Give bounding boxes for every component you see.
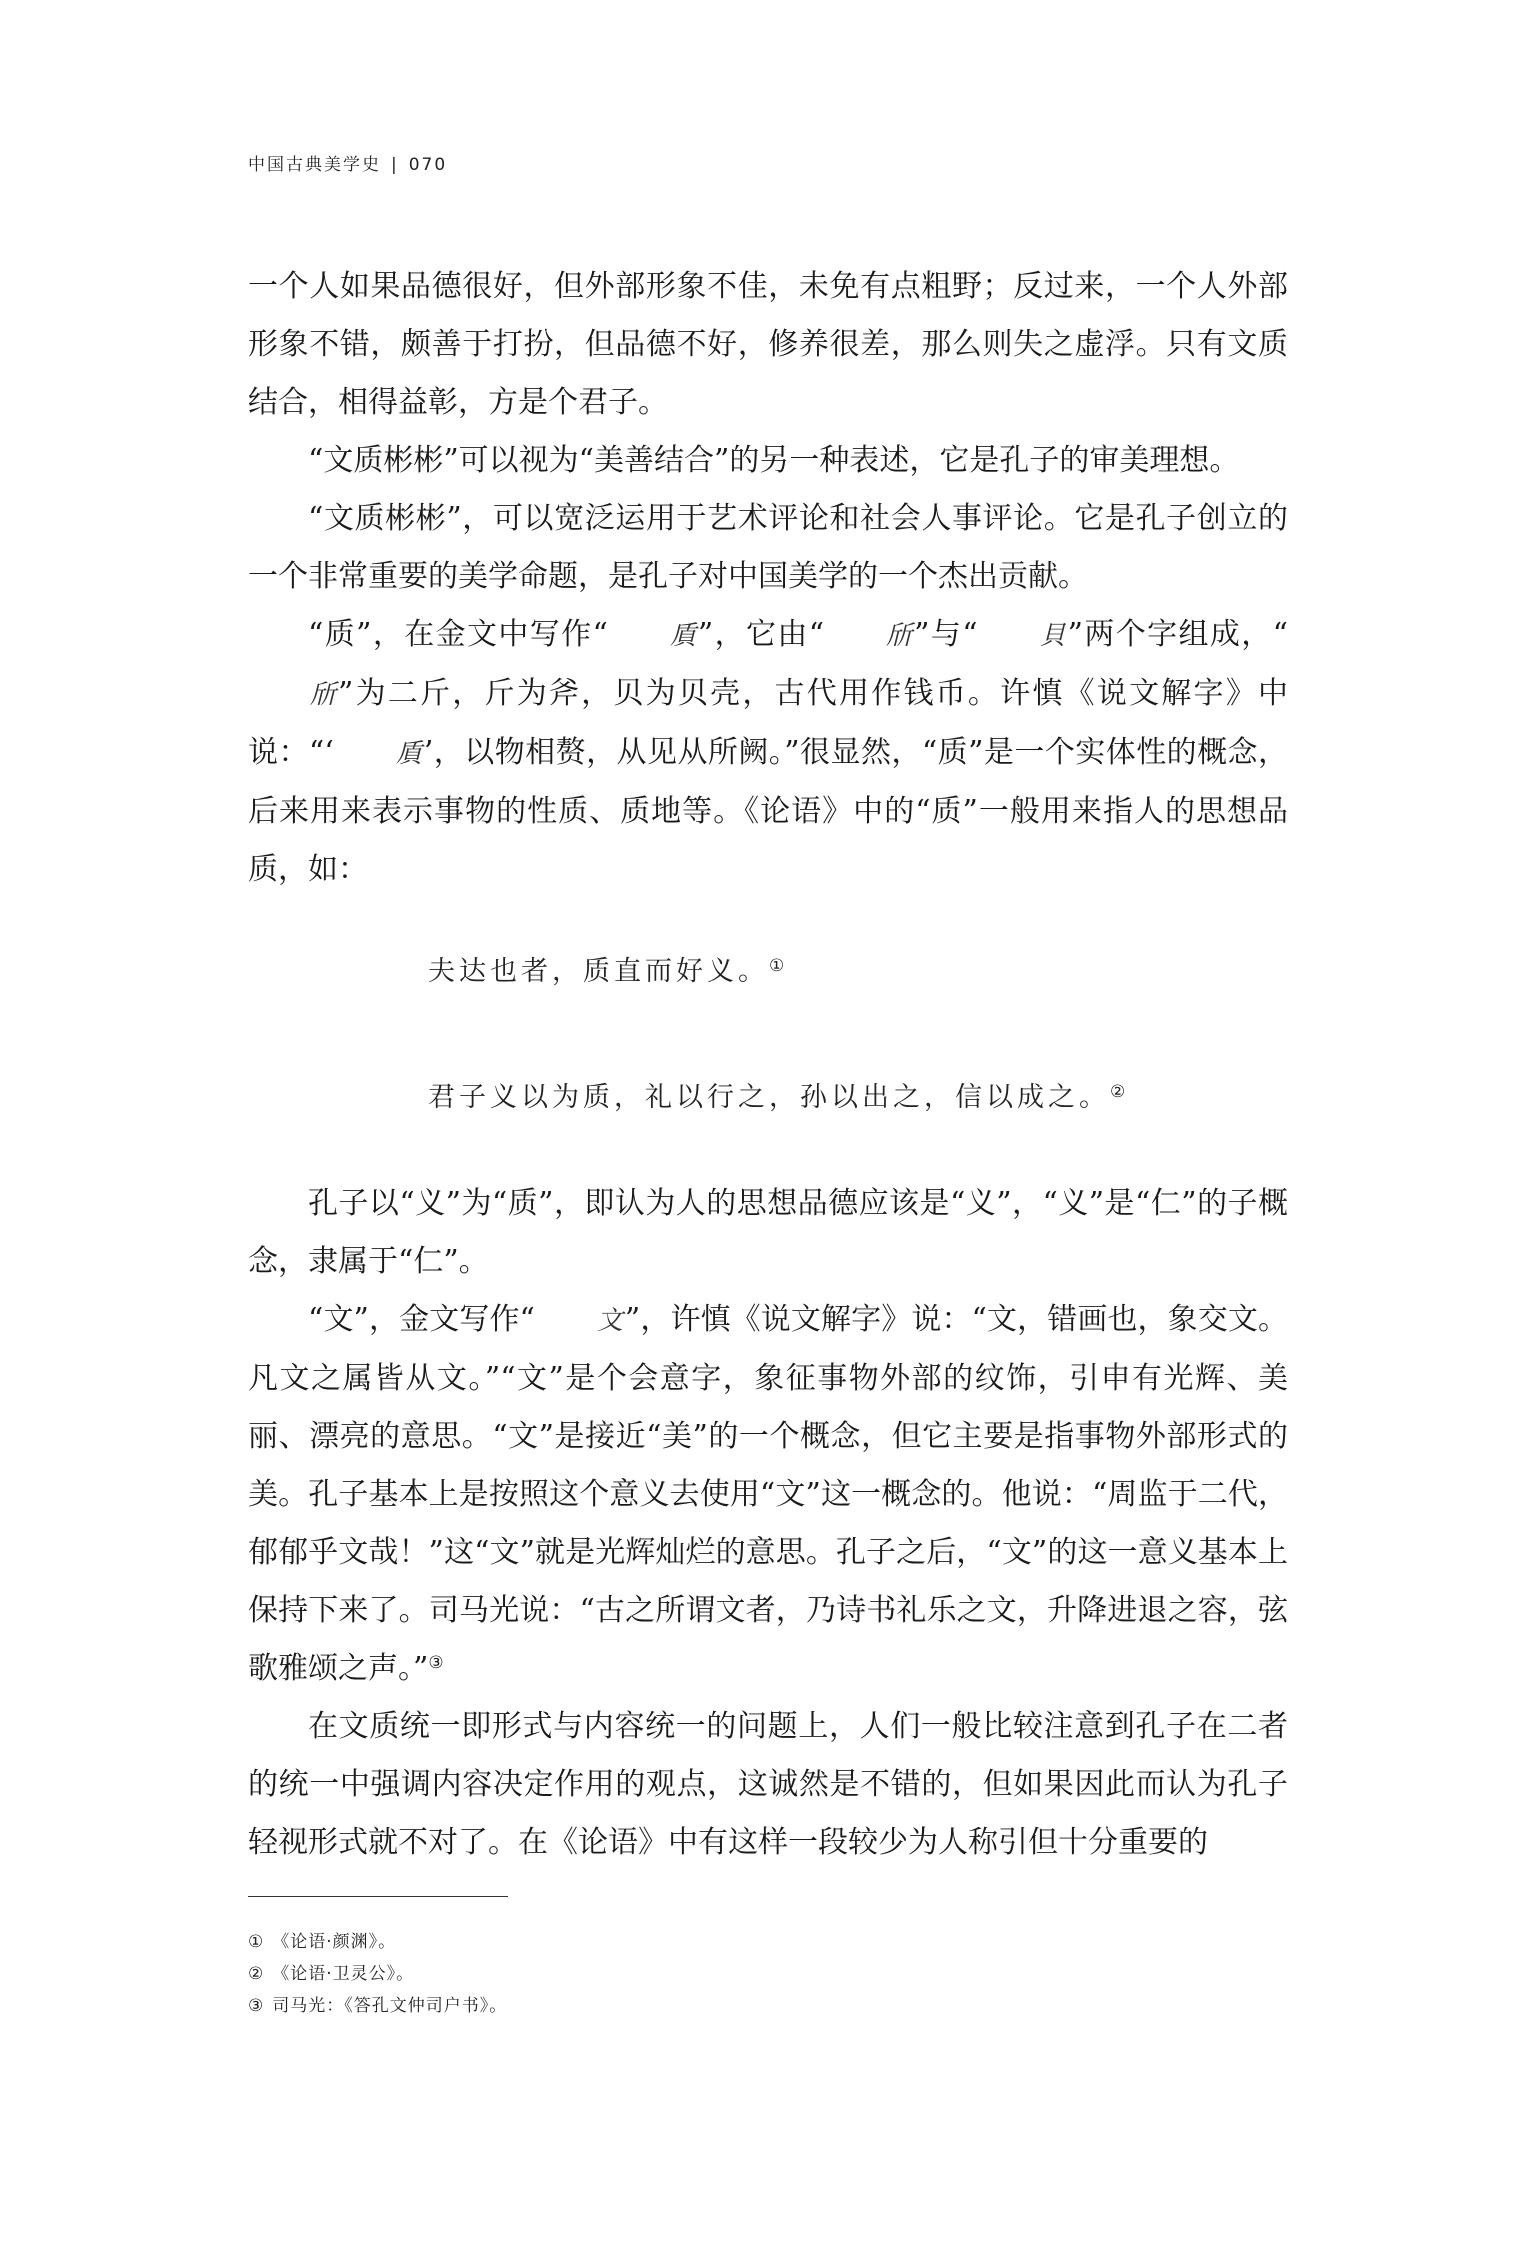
footnotes: [248, 1926, 507, 2022]
paragraph-5: 孔子以“义”为“质”，即认为人的思想品德应该是“义”，“义”是“仁”的子概念，隶属于“仁”。: [248, 1186, 1288, 1279]
footnote-text: 《论语·卫灵公》。: [272, 1964, 415, 1984]
text-run: “质”，在金文中写作“: [308, 617, 608, 652]
footnote-mark: ②: [248, 1964, 265, 1984]
paragraph-3: “文质彬彬”，可以宽泛运用于艺术评论和社会人事评论。它是孔子创立的一个非常重要的美学命题，是孔子对中国美学的一个杰出贡献。: [248, 501, 1288, 594]
bronze-glyph-jin: 斦: [886, 621, 913, 651]
block-quote-2: [248, 1069, 1288, 1127]
footnote-divider: [248, 1896, 508, 1897]
text-run: ”为二斤，斤为斧，贝为贝壳，古代用作钱币。许慎《说文解字》中说：“‘: [248, 676, 1288, 770]
text-run: “文”，金文写作“: [308, 1302, 535, 1337]
paragraph-7: 在文质统一即形式与内容统一的问题上，人们一般比较注意到孔子在二者的统一中强调内容决定作用的观点，这诚然是不错的，但如果因此而认为孔子轻视形式就不对了。在《论语》中有这样一段较少为人称引但十分重要的: [248, 1709, 1288, 1860]
text-run: ’，以物相赘，从见从所阙。”很显然，“质”是一个实体性的概念，后来用来表示事物的性质、质地等。《论语》中的“质”一般用来指人的思想品质，如：: [248, 735, 1289, 887]
header-separator: |: [391, 155, 399, 175]
bronze-glyph-wen: 文: [596, 1306, 623, 1336]
footnote-text: 《论语·颜渊》。: [272, 1932, 397, 1952]
quote-text: 君子义以为质，礼以行之，孙以出之，信以成之。: [428, 1082, 1110, 1113]
running-header: [248, 150, 447, 175]
text-run: ”，许慎《说文解字》说：“文，错画也，象交文。凡文之属皆从文。”“文”是个会意字，象征事物外部的纹饰，引申有光辉、美丽、漂亮的意思。“文”是接近“美”的一个概念，但它主要是指事物外部形式的美。孔子基本上是按照这个意义去使用“文”这一概念的。他说：“周监于二代，郁郁乎文哉！”这“文”就是光辉灿烂的意思。孔子之后，“文”的这一意义基本上保持下来了。司马光说：“古之所谓文者，乃诗书礼乐之文，升降进退之容，弦歌雅颂之声。”: [248, 1302, 1288, 1686]
paragraph-2: “文质彬彬”可以视为“美善结合”的另一种表述，它是孔子的审美理想。: [308, 443, 1240, 478]
paragraph-1: 一个人如果品德很好，但外部形象不佳，未免有点粗野；反过来，一个人外部形象不错，颇善于打扮，但品德不好，修养很差，那么则失之虚浮。只有文质结合，相得益彰，方是个君子。: [248, 269, 1288, 420]
paragraph-4: [248, 606, 1288, 899]
footnote-2: [248, 1958, 507, 1990]
book-title: 中国古典美学史: [248, 155, 381, 175]
footnote-1: [248, 1926, 507, 1958]
text-run: ”与“: [914, 617, 978, 652]
bronze-glyph-bei: 貝: [1039, 621, 1066, 651]
quote-text: 夫达也者，质直而好义。: [428, 956, 769, 987]
footnote-3: [248, 1990, 507, 2022]
text-run: ”，它由“: [697, 617, 825, 652]
bronze-glyph-jin: 斦: [310, 680, 337, 710]
footnote-mark: ③: [248, 1996, 265, 2016]
footnote-ref-3[interactable]: ③: [428, 1653, 444, 1673]
footnote-ref-2[interactable]: ②: [1110, 1082, 1130, 1102]
bronze-glyph-zhi: 貭: [395, 739, 422, 769]
paragraph-6: [248, 1291, 1288, 1698]
block-quote-1: [248, 943, 1288, 1001]
footnote-ref-1[interactable]: ①: [769, 956, 789, 976]
bronze-glyph-zhi: 貭: [669, 621, 696, 651]
text-run: ”两个字组成，“: [1067, 617, 1288, 652]
footnote-mark: ①: [248, 1932, 265, 1952]
footnote-text: 司马光：《答孔文仲司户书》。: [272, 1996, 508, 2016]
main-text: [248, 258, 1288, 1872]
page-number: 070: [408, 155, 448, 175]
